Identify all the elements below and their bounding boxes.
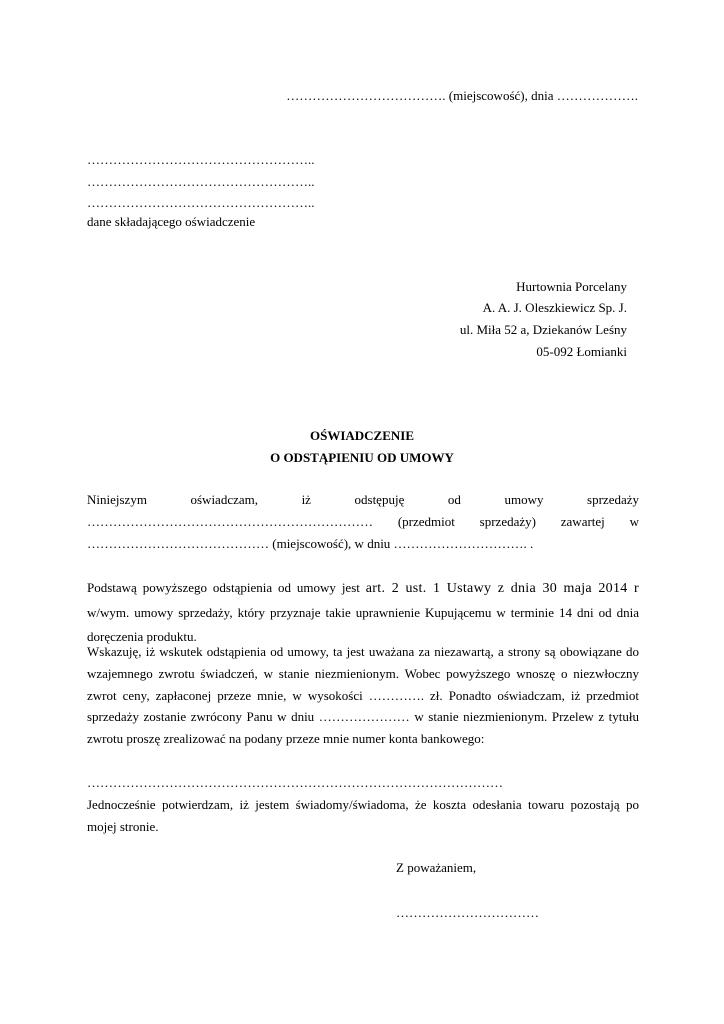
intro-line-1: Niniejszym oświadczam, iż odstępuję od umowy sprzedaży [87, 492, 639, 507]
signature-line: …………………………… [396, 905, 539, 920]
legal-reference: art. 2 ust. 1 Ustawy z dnia 30 maja 2014 r [365, 581, 639, 596]
body-paragraph-3: Jednocześnie potwierdzam, iż jestem świadomy/świadoma, że koszta odesłania towaru pozostają po mojej stronie. [87, 797, 639, 834]
intro-line-2: ………………………………………………………… (przedmiot sprzedaży) zawartej w [87, 514, 639, 529]
sender-line-1: …………………………………………….. [87, 152, 315, 167]
recipient-line-1: Hurtownia Porcelany [516, 279, 627, 294]
sender-caption: dane składającego oświadczenie [87, 214, 256, 229]
body-p1-start: Podstawą powyższego odstąpienia od umowy jest [87, 580, 360, 595]
recipient-line-4: 05-092 Łomianki [536, 344, 627, 359]
intro-line-3: …………………………………… (miejscowość), w dniu …………………………. . [87, 536, 534, 551]
sender-line-2: …………………………………………….. [87, 174, 315, 189]
closing-regards: Z poważaniem, [396, 860, 477, 875]
title-line-2: O ODSTĄPIENIU OD UMOWY [270, 450, 454, 465]
body-paragraph-2: Wskazuję, iż wskutek odstąpienia od umowy, ta jest uważana za niezawartą, a strony są obowiązane do wzajemnego zwrotu świadczeń, w stanie niezmienionym. Wobec powyższego wnoszę o niezwłoczny zwrot ceny, zapłaconej przeze mnie, w wysokości …………. zł. Ponadto oświadczam, iż przedmiot sprzedaży zostanie zwrócony Panu w dniu ………………… w stanie niezmienionym. Przelew z tytułu zwrotu proszę zrealizować na podany przeze mnie numer konta bankowego: [87, 644, 639, 747]
title-line-1: OŚWIADCZENIE [309, 428, 415, 443]
recipient-line-2: A. A. J. Oleszkiewicz Sp. J. [482, 300, 627, 315]
body-paragraph-1 [87, 576, 639, 649]
sender-line-3: …………………………………………….. [87, 195, 315, 210]
account-number-line: …………………………………………………………………………………… [87, 775, 503, 790]
recipient-line-3: ul. Miła 52 a, Dziekanów Leśny [459, 322, 627, 337]
body-p1-end: w/wym. umowy sprzedaży, który przyznaje takie uprawnienie Kupującemu w terminie 14 dni od dnia doręczenia produktu. [87, 605, 639, 644]
place-date-line: ………………………………. (miejscowość), dnia ………………. [286, 88, 638, 103]
